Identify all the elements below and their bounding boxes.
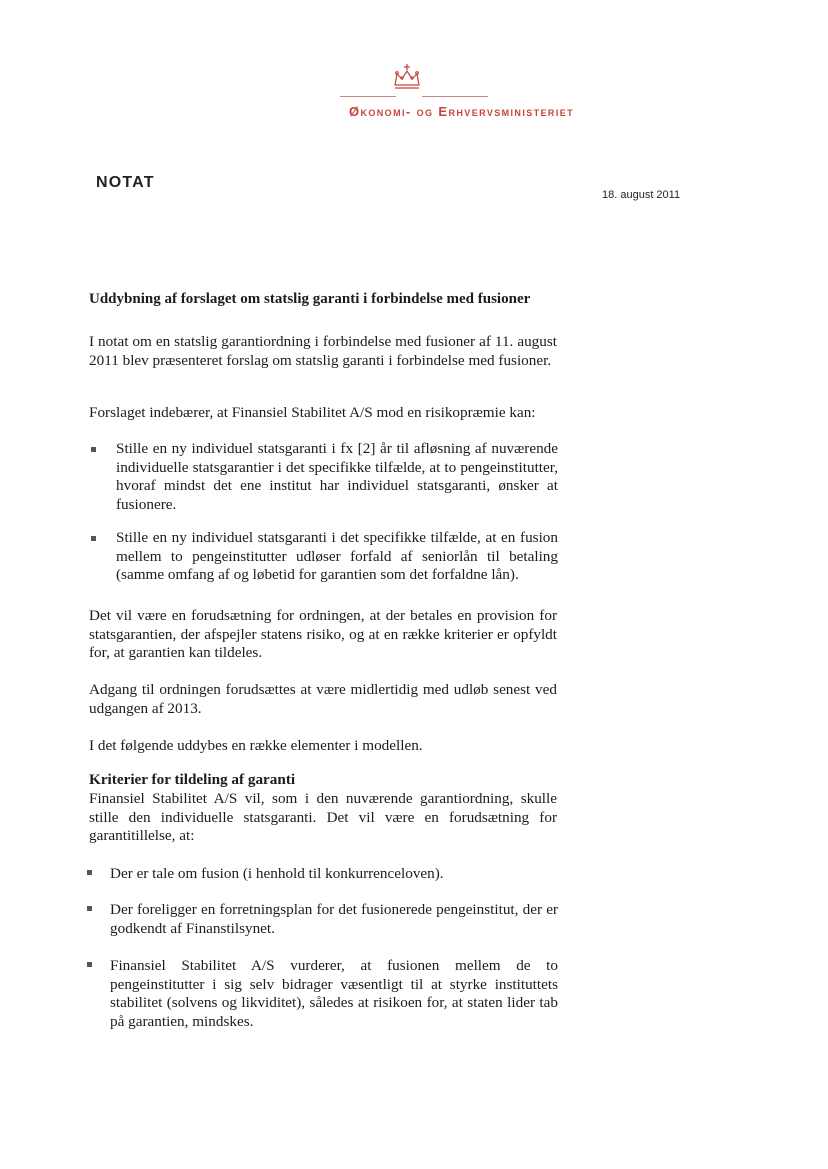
- paragraph-elements: I det følgende uddybes en række elementer i modellen.: [89, 737, 423, 754]
- bullet-marker: [91, 447, 96, 452]
- list-item: Der er tale om fusion (i henhold til konkurrenceloven).: [110, 865, 444, 882]
- paragraph-intro: I notat om en statslig garantiordning i forbindelse med fusioner af 11. august 2011 blev præsenteret forslag om statslig garanti i forbindelse med fusioner.: [89, 333, 557, 369]
- bullet-marker: [87, 962, 92, 967]
- document-date: 18. august 2011: [602, 189, 681, 201]
- paragraph-duration: Adgang til ordningen forudsættes at være midlertidig med udløb senest ved udgangen af 2013.: [89, 681, 557, 717]
- list-item: Stille en ny individuel statsgaranti i fx [2] år til afløsning af nuværende individuelle statsgarantier i det specifikke tilfælde, at to pengeinstitutter, hvoraf mindst det ene institut har individuel statsgaranti, ønsker at fusionere.: [116, 440, 558, 513]
- header-rule-left: [340, 96, 396, 97]
- header-rule-right: [422, 96, 488, 97]
- bullet-marker: [87, 870, 92, 875]
- paragraph-provision: Det vil være en forudsætning for ordningen, at der betales en provision for statsgarantien, der afspejler statens risiko, og at en række kriterier er opfyldt for, at garantien kan tildeles.: [89, 607, 557, 661]
- document-title: Uddybning af forslaget om statslig garanti i forbindelse med fusioner: [89, 291, 531, 307]
- list-item: Stille en ny individuel statsgaranti i det specifikke tilfælde, at en fusion mellem to pengeinstitutter udløser forfald af seniorlån til betaling (samme omfang af og løbetid for garantien som det forfaldne lån).: [116, 529, 558, 583]
- paragraph-proposal: Forslaget indebærer, at Finansiel Stabilitet A/S mod en risikopræmie kan:: [89, 404, 536, 421]
- section-heading: Kriterier for tildeling af garanti: [89, 771, 296, 788]
- list-item: Der foreligger en forretningsplan for det fusionerede pengeinstitut, der er godkendt af Finanstilsynet.: [110, 901, 558, 937]
- bullet-marker: [91, 536, 96, 541]
- crown-icon: [391, 63, 423, 93]
- paragraph-criteria: Finansiel Stabilitet A/S vil, som i den nuværende garantiordning, skulle stille den individuelle statsgaranti. Det vil være en forudsætning for garantitillelse, at:: [89, 790, 557, 844]
- ministry-name: Økonomi- og Erhvervsministeriet: [348, 104, 575, 119]
- bullet-marker: [87, 906, 92, 911]
- document-type: NOTAT: [96, 174, 155, 191]
- list-item: Finansiel Stabilitet A/S vurderer, at fusionen mellem de to pengeinstitutter i sig selv bidrager væsentligt til at styrke instituttets stabilitet (solvens og likviditet), således at risikoen for, at staten lider tab på garantien, mindskes.: [110, 957, 558, 1030]
